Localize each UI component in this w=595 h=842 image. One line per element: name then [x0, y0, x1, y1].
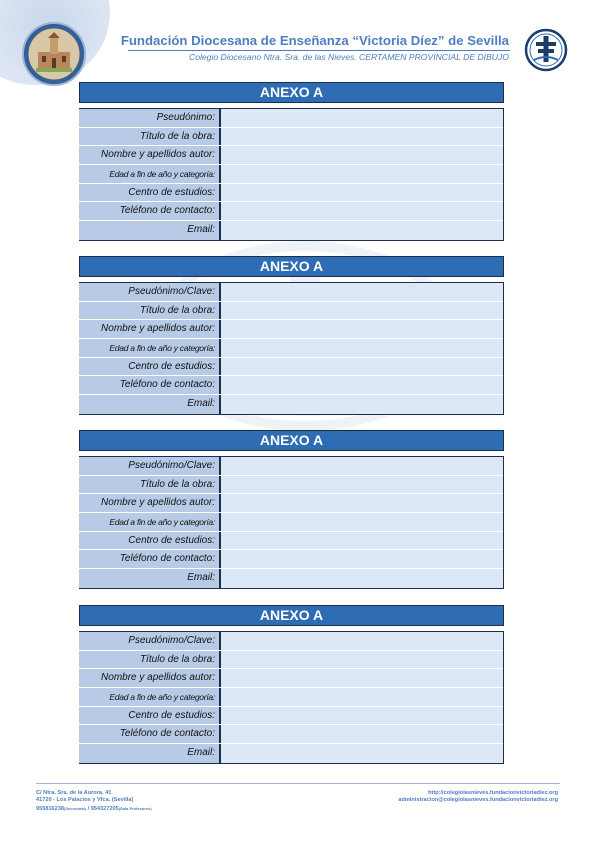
work-title-field[interactable] — [219, 128, 503, 146]
form-row-phone — [79, 376, 503, 395]
annex-form-3 — [79, 430, 504, 589]
form-row-school — [79, 358, 503, 377]
form-row-author — [79, 146, 503, 165]
field-label: Pseudónimo: — [79, 109, 219, 127]
form-row-school — [79, 707, 503, 726]
annex-table — [79, 282, 504, 415]
phone-note: (Sala Profesores) — [118, 805, 152, 811]
field-label: Edad a fin de año y categoría: — [79, 513, 219, 531]
form-row-pseudonym — [79, 283, 503, 302]
footer-contact — [398, 790, 558, 805]
form-row-phone — [79, 725, 503, 744]
school-field[interactable] — [219, 358, 503, 376]
work-title-field[interactable] — [219, 651, 503, 669]
field-label: Título de la obra: — [79, 302, 219, 320]
field-label: Centro de estudios: — [79, 358, 219, 376]
annex-form-2 — [79, 256, 504, 415]
field-label: Pseudónimo/Clave: — [79, 283, 219, 301]
form-row-phone — [79, 202, 503, 221]
work-title-field[interactable] — [219, 476, 503, 494]
field-label: Centro de estudios: — [79, 532, 219, 550]
field-label: Email: — [79, 395, 219, 414]
field-label: Título de la obra: — [79, 128, 219, 146]
phone-field[interactable] — [219, 725, 503, 743]
annex-table — [79, 108, 504, 241]
field-label: Pseudónimo/Clave: — [79, 457, 219, 475]
field-label: Email: — [79, 221, 219, 240]
form-row-age — [79, 513, 503, 532]
website-link[interactable]: http://colegiolasnieves.fundacionvictoriadiez.org — [428, 790, 558, 796]
annex-table — [79, 456, 504, 589]
field-label: Título de la obra: — [79, 476, 219, 494]
address-line: 41720 - Los Palacios y Vfca. (Sevilla) — [36, 797, 134, 804]
phone-line — [36, 805, 152, 813]
form-row-phone — [79, 550, 503, 569]
annex-form-1 — [79, 82, 504, 241]
annex-form-4 — [79, 605, 504, 764]
form-row-age — [79, 165, 503, 184]
field-label: Edad a fin de año y categoría: — [79, 339, 219, 357]
email-field[interactable] — [219, 221, 503, 240]
field-label: Edad a fin de año y categoría: — [79, 165, 219, 183]
field-label: Nombre y apellidos autor: — [79, 320, 219, 338]
email-link[interactable]: administracion@colegiolasnieves.fundacionvictoriadiez.org — [398, 797, 558, 804]
form-row-title — [79, 651, 503, 670]
school-field[interactable] — [219, 184, 503, 202]
field-label: Email: — [79, 569, 219, 588]
field-label: Nombre y apellidos autor: — [79, 669, 219, 687]
author-name-field[interactable] — [219, 320, 503, 338]
school-field[interactable] — [219, 532, 503, 550]
field-label: Centro de estudios: — [79, 707, 219, 725]
author-name-field[interactable] — [219, 146, 503, 164]
footer-address — [36, 790, 152, 813]
page-title: Fundación Diocesana de Enseñanza “Victoria Díez” de Sevilla — [120, 33, 509, 48]
annex-title: ANEXO A — [79, 256, 504, 277]
pseudonym-field[interactable] — [219, 457, 503, 475]
form-row-title — [79, 128, 503, 147]
form-row-age — [79, 339, 503, 358]
annex-title: ANEXO A — [79, 82, 504, 103]
field-label: Nombre y apellidos autor: — [79, 494, 219, 512]
footer-divider — [36, 783, 560, 784]
phone-number: 955816238 — [36, 805, 64, 812]
phone-field[interactable] — [219, 202, 503, 220]
work-title-field[interactable] — [219, 302, 503, 320]
foundation-cross-icon — [512, 28, 572, 72]
form-row-title — [79, 302, 503, 321]
form-row-pseudonym — [79, 457, 503, 476]
form-row-author — [79, 320, 503, 339]
phone-number: 954327205 — [90, 805, 119, 812]
form-row-pseudonym — [79, 632, 503, 651]
pseudonym-field[interactable] — [219, 283, 503, 301]
field-label: Edad a fin de año y categoría: — [79, 688, 219, 706]
email-field[interactable] — [219, 744, 503, 763]
author-name-field[interactable] — [219, 669, 503, 687]
field-label: Teléfono de contacto: — [79, 550, 219, 568]
field-label: Título de la obra: — [79, 651, 219, 669]
form-row-school — [79, 532, 503, 551]
field-label: Teléfono de contacto: — [79, 202, 219, 220]
form-row-email — [79, 395, 503, 414]
phone-separator: / — [86, 805, 91, 812]
form-row-author — [79, 494, 503, 513]
header-divider — [128, 50, 510, 51]
field-label: Centro de estudios: — [79, 184, 219, 202]
page-subtitle: Colegio Diocesano Ntra. Sra. de las Nieves. CERTAMEN PROVINCIAL DE DIBUJO — [189, 52, 509, 62]
field-label: Pseudónimo/Clave: — [79, 632, 219, 650]
age-category-field[interactable] — [219, 165, 503, 183]
phone-field[interactable] — [219, 550, 503, 568]
phone-note: (Secretaría) — [64, 805, 87, 811]
annex-title: ANEXO A — [79, 605, 504, 626]
email-field[interactable] — [219, 569, 503, 588]
field-label: Email: — [79, 744, 219, 763]
field-label: Nombre y apellidos autor: — [79, 146, 219, 164]
pseudonym-field[interactable] — [219, 109, 503, 127]
email-field[interactable] — [219, 395, 503, 414]
author-name-field[interactable] — [219, 494, 503, 512]
form-row-title — [79, 476, 503, 495]
form-row-school — [79, 184, 503, 203]
form-row-author — [79, 669, 503, 688]
field-label: Teléfono de contacto: — [79, 725, 219, 743]
phone-field[interactable] — [219, 376, 503, 394]
address-line: C/ Ntra. Sra. de la Aurora, 41 — [36, 790, 112, 796]
pseudonym-field[interactable] — [219, 632, 503, 650]
school-crest-icon — [22, 22, 86, 86]
age-category-field[interactable] — [219, 513, 503, 531]
school-field[interactable] — [219, 707, 503, 725]
field-label: Teléfono de contacto: — [79, 376, 219, 394]
form-row-email — [79, 744, 503, 763]
annex-title: ANEXO A — [79, 430, 504, 451]
age-category-field[interactable] — [219, 339, 503, 357]
form-row-age — [79, 688, 503, 707]
age-category-field[interactable] — [219, 688, 503, 706]
annex-table — [79, 631, 504, 764]
form-row-email — [79, 569, 503, 588]
form-row-pseudonym — [79, 109, 503, 128]
form-row-email — [79, 221, 503, 240]
